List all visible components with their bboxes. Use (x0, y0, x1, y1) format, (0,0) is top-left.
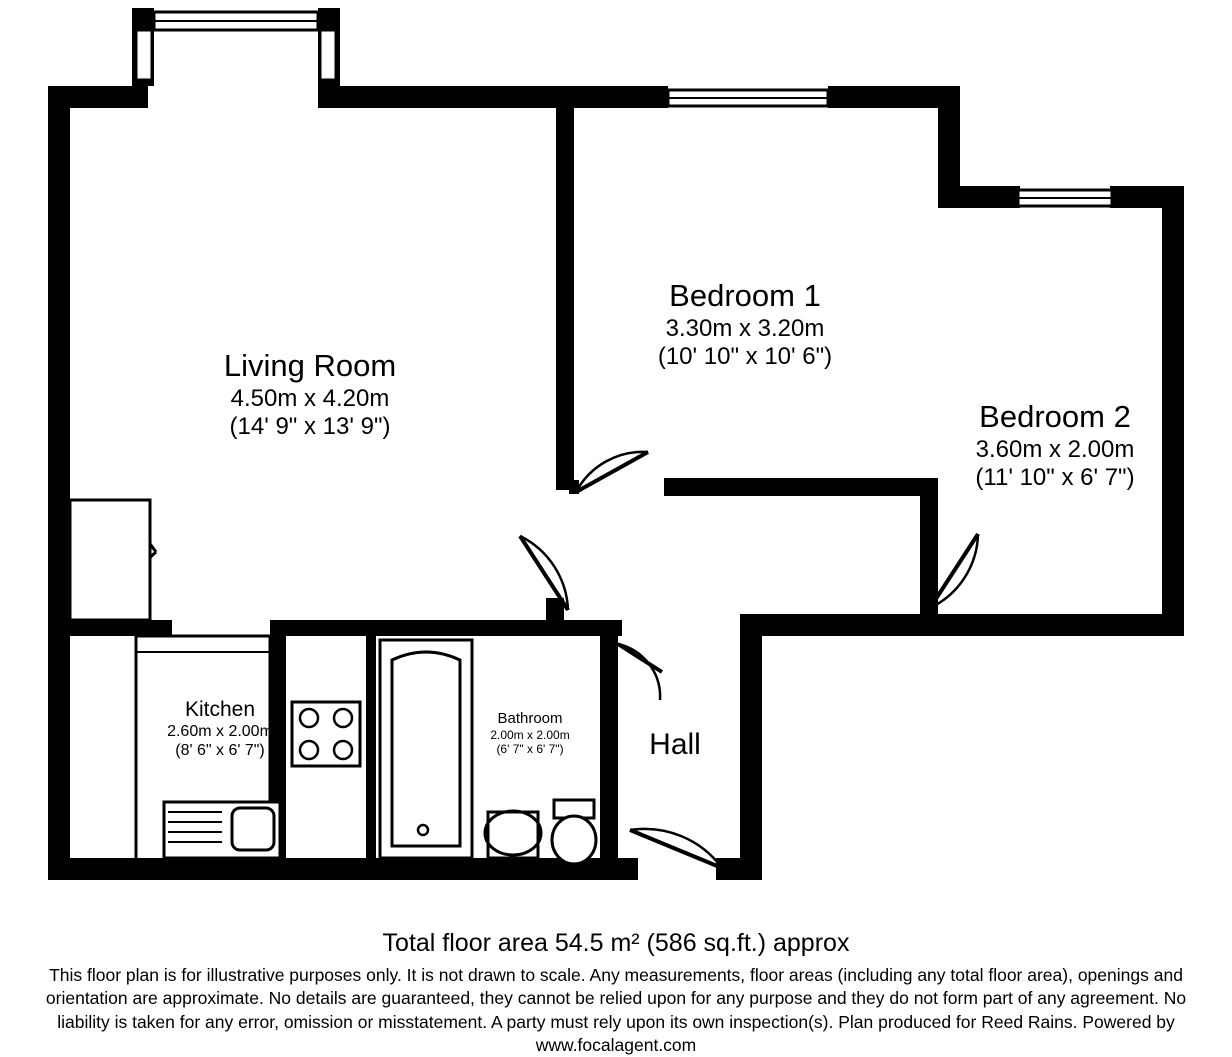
room-name-hall: Hall (649, 728, 701, 761)
bedroom-2-window (1018, 190, 1112, 206)
living-room-closet (70, 500, 150, 620)
room-name-kitchen: Kitchen (184, 698, 256, 721)
room-dim-metric-bedroom-1: 3.30m x 3.20m (665, 314, 825, 342)
disclaimer-line-3: liability is taken for any error, omission or misstatement. A party must rely upon its own inspection(s). Plan produced for Reed Rains. Powered by (57, 1011, 1175, 1032)
room-label-bedroom-1 (545, 278, 945, 371)
bedroom-1-window (668, 90, 828, 106)
floorplan-footer (0, 928, 1232, 1057)
room-dim-imperial-bathroom: (6' 7" x 6' 7") (496, 741, 564, 756)
website-url: www.focalagent.com (535, 1034, 697, 1055)
room-dim-metric-bathroom: 2.00m x 2.00m (490, 727, 570, 742)
room-dim-imperial-kitchen: (8' 6" x 6' 7") (175, 741, 265, 759)
room-name-living-room: Living Room (223, 348, 397, 383)
room-label-hall (585, 727, 765, 762)
room-dim-metric-bedroom-2: 3.60m x 2.00m (975, 435, 1135, 463)
room-name-bedroom-1: Bedroom 1 (669, 278, 821, 313)
disclaimer-line-2: orientation are approximate. No details are guaranteed, they cannot be relied upon for any purpose and they do not form part of any agreement. No (45, 988, 1187, 1009)
room-name-bathroom: Bathroom (497, 710, 563, 727)
room-dim-imperial-living-room: (14' 9" x 13' 9") (229, 412, 391, 440)
room-dim-imperial-bedroom-1: (10' 10" x 10' 6") (657, 342, 833, 370)
room-dim-metric-living-room: 4.50m x 4.20m (230, 384, 390, 412)
disclaimer-line-1: This floor plan is for illustrative purposes only. It is not drawn to scale. Any measurements, floor areas (including any total floor area), openings and (49, 965, 1183, 985)
total-floor-area: Total floor area 54.5 m² (586 sq.ft.) approx (382, 929, 850, 957)
living-room-window (136, 12, 336, 80)
room-name-bedroom-2: Bedroom 2 (979, 399, 1131, 434)
room-dim-imperial-bedroom-2: (11' 10" x 6' 7") (975, 463, 1135, 491)
disclaimer-text (0, 964, 1232, 1034)
room-label-bedroom-2 (855, 399, 1232, 492)
room-label-kitchen (70, 698, 370, 761)
room-label-living-room (110, 348, 510, 441)
room-dim-metric-kitchen: 2.60m x 2.00m (167, 722, 273, 740)
